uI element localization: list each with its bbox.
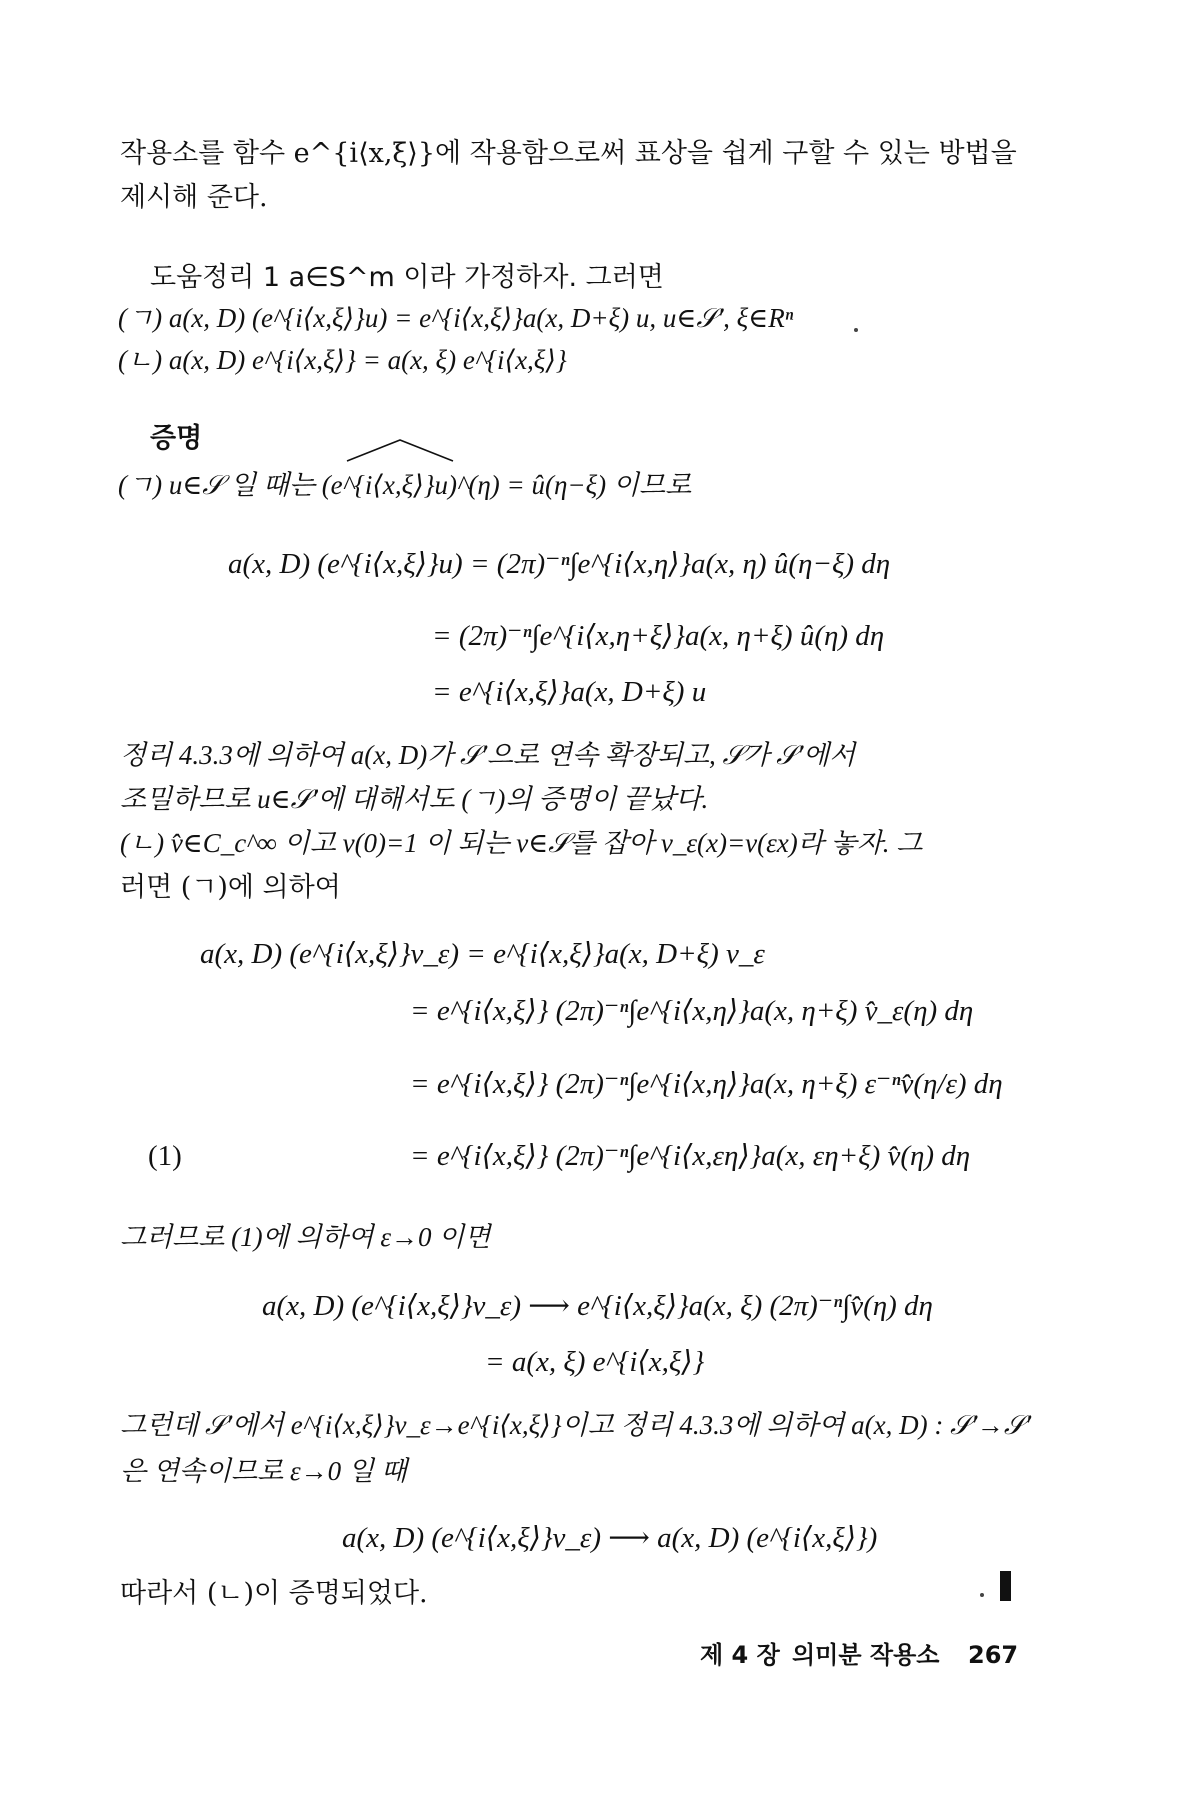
text-line: 조밀하므로 u∈𝒮′에 대해서도 (ㄱ)의 증명이 끝났다.	[120, 784, 709, 814]
page-number: 267	[968, 1641, 1019, 1669]
footer-chapter: 제 4 장	[700, 1641, 780, 1669]
text-line: 작용소를 함수 e^{i⟨x,ξ⟩}에 작용함으로써 표상을 쉽게 구할 수 있는 방법을	[120, 138, 1017, 169]
lemma-part-b: (ㄴ) a(x, D) e^{i⟨x,ξ⟩} = a(x, ξ) e^{i⟨x,ξ⟩}	[118, 345, 567, 375]
text-line: 은 연속이므로 ε→0 일 때	[120, 1456, 407, 1486]
equation-line: = e^{i⟨x,ξ⟩} (2π)⁻ⁿ∫e^{i⟨x,εη⟩}a(x, εη+ξ) v̂(η) dη	[410, 1140, 971, 1172]
qed-mark	[1000, 1571, 1011, 1601]
lemma-statement: 도움정리 1 a∈S^m 이라 가정하자. 그러면	[150, 262, 664, 293]
equation-number: (1)	[148, 1140, 182, 1172]
text-line: 러면 (ㄱ)에 의하여	[120, 872, 341, 903]
equation-line: = e^{i⟨x,ξ⟩} (2π)⁻ⁿ∫e^{i⟨x,η⟩}a(x, η+ξ) v̂_ε(η) dη	[410, 995, 974, 1027]
equation-line: = e^{i⟨x,ξ⟩}a(x, D+ξ) u	[432, 676, 707, 708]
speck	[980, 1593, 984, 1597]
proof-part-a: (ㄱ) u∈𝒮 일 때는 (e^{i⟨x,ξ⟩}u)^(η) = û(η−ξ) 이므로	[118, 470, 692, 500]
footer-title: 의미분 작용소	[792, 1641, 940, 1669]
equation-line: a(x, D) (e^{i⟨x,ξ⟩}u) = (2π)⁻ⁿ∫e^{i⟨x,η⟩}a(x, η) û(η−ξ) dη	[228, 548, 891, 580]
text-line: 정리 4.3.3에 의하여 a(x, D)가 𝒮′으로 연속 확장되고, 𝒮가 𝒮′에서	[120, 740, 856, 770]
text-line: 그런데 𝒮′에서 e^{i⟨x,ξ⟩}v_ε→e^{i⟨x,ξ⟩}이고 정리 4.3.3에 의하여 a(x, D) : 𝒮′→𝒮′	[120, 1410, 1031, 1440]
text-line: 그러므로 (1)에 의하여 ε→0 이면	[120, 1222, 491, 1252]
equation-line: = a(x, ξ) e^{i⟨x,ξ⟩}	[485, 1346, 705, 1378]
equation-line: a(x, D) (e^{i⟨x,ξ⟩}v_ε) = e^{i⟨x,ξ⟩}a(x, D+ξ) v_ε	[200, 938, 765, 970]
speck	[854, 328, 858, 332]
equation-line: a(x, D) (e^{i⟨x,ξ⟩}v_ε) ⟶ e^{i⟨x,ξ⟩}a(x, ξ) (2π)⁻ⁿ∫v̂(η) dη	[262, 1290, 933, 1322]
text-line: 제시해 준다.	[120, 182, 268, 213]
hat-arc-icon	[345, 437, 455, 463]
equation-line: = (2π)⁻ⁿ∫e^{i⟨x,η+ξ⟩}a(x, η+ξ) û(η) dη	[432, 620, 885, 652]
equation-line: = e^{i⟨x,ξ⟩} (2π)⁻ⁿ∫e^{i⟨x,η⟩}a(x, η+ξ) ε⁻ⁿv̂(η/ε) dη	[410, 1068, 1003, 1100]
proof-title: 증명	[150, 423, 203, 454]
text-line: (ㄴ) v̂∈C_c^∞ 이고 v(0)=1 이 되는 v∈𝒮를 잡아 v_ε(x)=v(εx)라 놓자. 그	[120, 828, 923, 858]
text-line: 따라서 (ㄴ)이 증명되었다.	[120, 1578, 428, 1609]
lemma-part-a: (ㄱ) a(x, D) (e^{i⟨x,ξ⟩}u) = e^{i⟨x,ξ⟩}a(x, D+ξ) u, u∈𝒮′, ξ∈Rⁿ	[118, 303, 794, 333]
equation-line: a(x, D) (e^{i⟨x,ξ⟩}v_ε) ⟶ a(x, D) (e^{i⟨x,ξ⟩})	[342, 1522, 878, 1554]
